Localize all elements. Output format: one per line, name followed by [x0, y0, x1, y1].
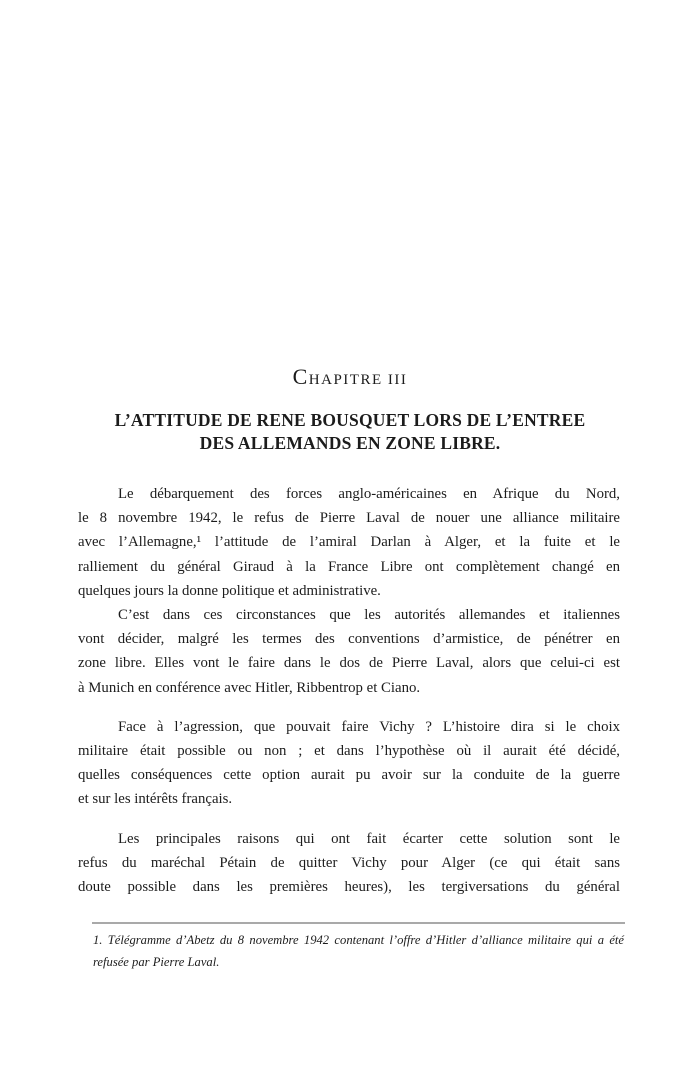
- paragraph-4: [78, 827, 620, 900]
- text-line: refus du maréchal Pétain de quitter Vichy pour Alger (ce qui était sans: [78, 854, 620, 871]
- text-line: Face à l’agression, que pouvait faire Vichy ? L’histoire dira si le choix: [118, 718, 620, 735]
- footnote-divider: [92, 922, 625, 924]
- text-line: doute possible dans les premières heures), les tergiversations du général: [78, 879, 620, 896]
- text-line: vont décider, malgré les termes des conventions d’armistice, de pénétrer en: [78, 631, 620, 648]
- text-line: 1. Télégramme d’Abetz du 8 novembre 1942 contenant l’offre d’Hitler d’alliance militaire qui a été: [93, 933, 624, 947]
- text-line: ralliement du général Giraud à la France Libre ont complètement changé en: [78, 558, 620, 575]
- text-line: quelles conséquences cette option aurait pu avoir sur la conduite de la guerre: [78, 767, 620, 784]
- chapter-heading: CHAPITRE III: [292, 364, 408, 389]
- text-line: militaire était possible ou non ; et dans l’hypothèse où il aurait été décidé,: [78, 743, 620, 760]
- text-line: zone libre. Elles vont le faire dans le dos de Pierre Laval, alors que celui-ci est: [78, 655, 620, 672]
- text-line: DES ALLEMANDS EN ZONE LIBRE.: [199, 433, 501, 453]
- text-line: L’ATTITUDE DE RENE BOUSQUET LORS DE L’ENTREE: [114, 410, 586, 430]
- paragraph-1: [78, 482, 620, 603]
- paragraph-2: [78, 603, 620, 700]
- paragraph-3: [78, 715, 620, 812]
- footnote: [93, 929, 624, 973]
- text-line: C’est dans ces circonstances que les autorités allemandes et italiennes: [118, 607, 620, 624]
- chapter-title: [79, 409, 621, 455]
- text-line: et sur les intérêts français.: [78, 791, 233, 808]
- text-line: Les principales raisons qui ont fait écarter cette solution sont le: [118, 830, 620, 847]
- text-line: avec l’Allemagne,¹ l’attitude de l’amiral Darlan à Alger, et la fuite et le: [78, 534, 620, 551]
- text-line: Le débarquement des forces anglo-américaines en Afrique du Nord,: [118, 486, 620, 502]
- text-line: refusée par Pierre Laval.: [93, 955, 220, 969]
- body-text: [78, 482, 620, 899]
- text-line: le 8 novembre 1942, le refus de Pierre Laval de nouer une alliance militaire: [78, 510, 620, 527]
- text-line: quelques jours la donne politique et administrative.: [78, 582, 381, 599]
- text-line: à Munich en conférence avec Hitler, Ribbentrop et Ciano.: [78, 679, 421, 696]
